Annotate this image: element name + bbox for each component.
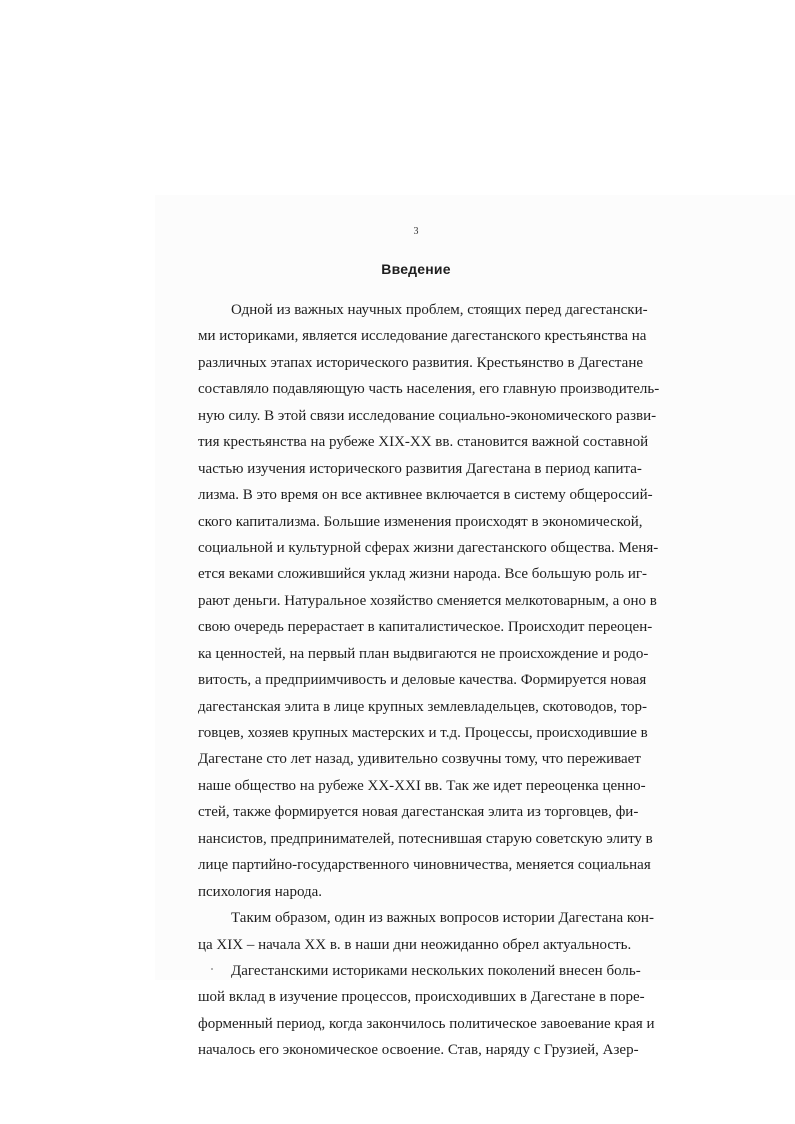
text-line: лизма. В это время он все активнее включается в систему общероссий- (198, 487, 653, 504)
text-line: частью изучения исторического развития Дагестана в период капита- (198, 460, 642, 477)
text-line: шой вклад в изучение процессов, происходивших в Дагестане в поре- (198, 989, 645, 1006)
text-line: говцев, хозяев крупных мастерских и т.д. Процессы, происходившие в (198, 725, 648, 741)
text-line: Дагестане сто лет назад, удивительно созвучны тому, что переживает (198, 751, 641, 768)
text-line: нансистов, предпринимателей, потеснившая старую советскую элиту в (198, 830, 653, 847)
text-line: тия крестьянства на рубеже XIX-XX вв. становится важной составной (198, 434, 649, 451)
text-line: витость, а предприимчивость и деловые качества. Формируется новая (198, 672, 647, 689)
text-line: социальной и культурной сферах жизни дагестанского общества. Меня- (198, 539, 659, 556)
text-line: ется веками сложившийся уклад жизни народа. Все большую роль иг- (198, 566, 648, 583)
text-line: рают деньги. Натуральное хозяйство сменяется мелкотоварным, а оно в (198, 592, 657, 609)
scan-speck (211, 968, 213, 970)
text-line: Таким образом, один из важных вопросов истории Дагестана кон- (231, 910, 654, 927)
text-line: ка ценностей, на первый план выдвигаются не происхождение и родо- (198, 645, 649, 662)
text-line: Дагестанскими историками нескольких поколений внесен боль- (231, 962, 641, 979)
text-line: ца XIX – начала XX в. в наши дни неожиданно обрел актуальность. (198, 936, 632, 953)
text-line: стей, также формируется новая дагестанская элита из торговцев, фи- (198, 804, 639, 821)
text-line: ми историками, является исследование дагестанского крестьянства на (198, 328, 647, 345)
section-heading: Введение (381, 261, 451, 277)
text-line: составляло подавляющую часть населения, его главную производитель- (198, 381, 660, 398)
text-line: свою очередь перерастает в капиталистическое. Происходит переоцен- (198, 619, 653, 636)
text-line: форменный период, когда закончилось политическое завоевание края и (198, 1015, 655, 1032)
text-line: различных этапах исторического развития. Крестьянство в Дагестане (198, 354, 644, 371)
text-line: Одной из важных научных проблем, стоящих перед дагестански- (231, 302, 648, 318)
text-line: началось его экономическое освоение. Став, наряду с Грузией, Азер- (198, 1042, 639, 1059)
text-line: дагестанская элита в лице крупных землевладельцев, скотоводов, тор- (198, 698, 648, 715)
page-number: 3 (413, 226, 419, 237)
body-text (198, 297, 660, 1064)
text-line: наше общество на рубеже XX-XXI вв. Так же идет переоценка ценно- (198, 777, 646, 794)
text-line: ную силу. В этой связи исследование социально-экономического разви- (198, 407, 657, 424)
text-line: ского капитализма. Большие изменения происходят в экономической, (198, 513, 643, 530)
text-line: психология народа. (198, 883, 323, 900)
text-line: лице партийно-государственного чиновничества, меняется социальная (198, 857, 651, 874)
